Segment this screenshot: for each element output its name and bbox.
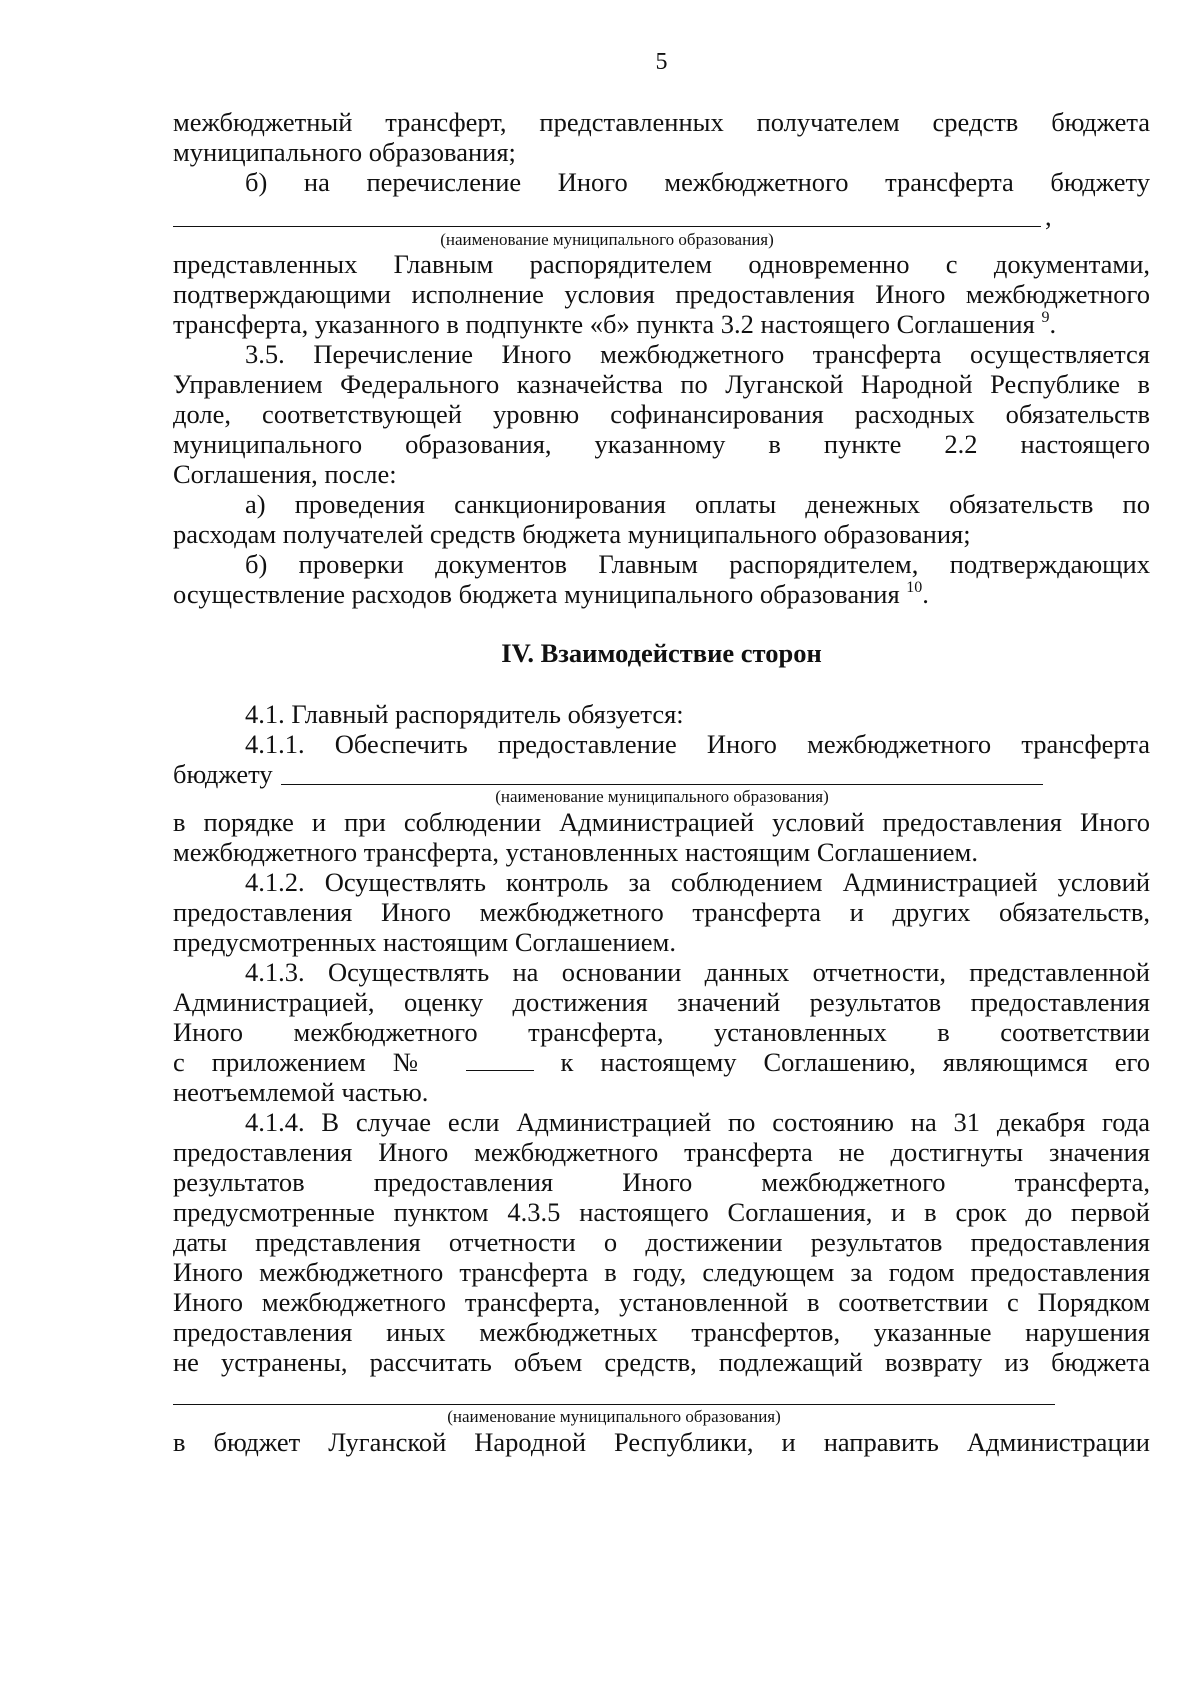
text-line: Иного межбюджетного трансферта, установленных в соответствии [173, 1017, 1150, 1047]
text-span: с приложением № [173, 1047, 439, 1077]
blank-line [173, 1404, 1055, 1405]
text-line: расходам получателей средств бюджета муниципального образования; [173, 519, 971, 549]
text-line: предусмотренных настоящим Соглашением. [173, 927, 676, 957]
text-line: Администрацией, оценку достижения значений результатов предоставления [173, 987, 1150, 1017]
text-line: 4.1.1. Обеспечить предоставление Иного межбюджетного трансферта [245, 729, 1150, 759]
text-line: 4.1.2. Осуществлять контроль за соблюдением Администрацией условий [245, 867, 1150, 897]
text-line: 4.1.3. Осуществлять на основании данных отчетности, представленной [245, 957, 1150, 987]
text-span: . [922, 579, 929, 609]
text-span: осуществление расходов бюджета муниципального образования [173, 579, 900, 609]
text-line: подтверждающими исполнение условия предоставления Иного межбюджетного [173, 279, 1150, 309]
text-line: в бюджет Луганской Народной Республики, и направить Администрации [173, 1427, 1150, 1457]
text-line: межбюджетного трансферта, установленных настоящим Соглашением. [173, 837, 978, 867]
footnote-10: 10 [906, 579, 923, 596]
text-line: б) проверки документов Главным распорядителем, подтверждающих [245, 549, 1150, 579]
text-line [173, 308, 1150, 340]
text-line: Иного межбюджетного трансферта в году, следующем за годом предоставления [173, 1257, 1150, 1287]
text-line [173, 578, 1150, 610]
text-line: 3.5. Перечисление Иного межбюджетного трансферта осуществляется [245, 339, 1150, 369]
footnote-ref [1035, 309, 1050, 339]
text-line: а) проведения санкционирования оплаты денежных обязательств по [245, 489, 1150, 519]
text-line: муниципального образования, указанному в пункте 2.2 настоящего [173, 429, 1150, 459]
text-line: межбюджетный трансферт, представленных получателем средств бюджета [173, 107, 1150, 137]
caption-municipality: (наименование муниципального образования) [447, 1407, 781, 1426]
text-line: муниципального образования; [173, 137, 516, 167]
text-line: даты представления отчетности о достижении результатов предоставления [173, 1227, 1150, 1257]
text-line: представленных Главным распорядителем одновременно с документами, [173, 249, 1150, 279]
text-line: б) на перечисление Иного межбюджетного трансферта бюджету [245, 167, 1150, 197]
text-line: Иного межбюджетного трансферта, установленной в соответствии с Порядком [173, 1287, 1150, 1317]
text-line: предоставления Иного межбюджетного трансферта и других обязательств, [173, 897, 1150, 927]
blank-line [173, 226, 1041, 227]
page-number: 5 [655, 49, 668, 75]
text-line: не устранены, рассчитать объем средств, подлежащий возврату из бюджета [173, 1347, 1150, 1377]
text-line: доле, соответствующей уровню софинансирования расходных обязательств [173, 399, 1150, 429]
caption-municipality: (наименование муниципального образования) [440, 230, 774, 249]
text-line: Соглашения, после: [173, 459, 397, 489]
text-line: бюджету [173, 759, 273, 789]
text-line: 4.1.4. В случае если Администрацией по состоянию на 31 декабря года [245, 1107, 1150, 1137]
section-heading: IV. Взаимодействие сторон [501, 638, 822, 668]
text-span: к настоящему Соглашению, являющимся его [560, 1047, 1151, 1077]
text-line: результатов предоставления Иного межбюджетного трансферта, [173, 1167, 1150, 1197]
text-span: . [1049, 309, 1057, 339]
text-line: предоставления Иного межбюджетного трансферта не достигнуты значения [173, 1137, 1150, 1167]
footnote-9: 9 [1041, 309, 1050, 326]
text-line: в порядке и при соблюдении Администрацией условий предоставления Иного [173, 807, 1150, 837]
text-span: трансферта, указанного в подпункте «б» пункта 3.2 настоящего Соглашения [173, 309, 1035, 339]
caption-municipality: (наименование муниципального образования) [495, 787, 829, 806]
text-line: предусмотренные пунктом 4.3.5 настоящего Соглашения, и в срок до первой [173, 1197, 1150, 1227]
text-line: неотъемлемой частью. [173, 1077, 429, 1107]
text-line: предоставления иных межбюджетных трансфертов, указанные нарушения [173, 1317, 1150, 1347]
text-line: 4.1. Главный распорядитель обязуется: [245, 699, 684, 729]
footnote-ref [900, 579, 923, 609]
blank-line [281, 784, 1043, 785]
comma: , [1045, 201, 1052, 231]
text-line: Управлением Федерального казначейства по Луганской Народной Республике в [173, 369, 1150, 399]
blank-number [466, 1048, 534, 1071]
text-line [173, 1046, 1150, 1078]
